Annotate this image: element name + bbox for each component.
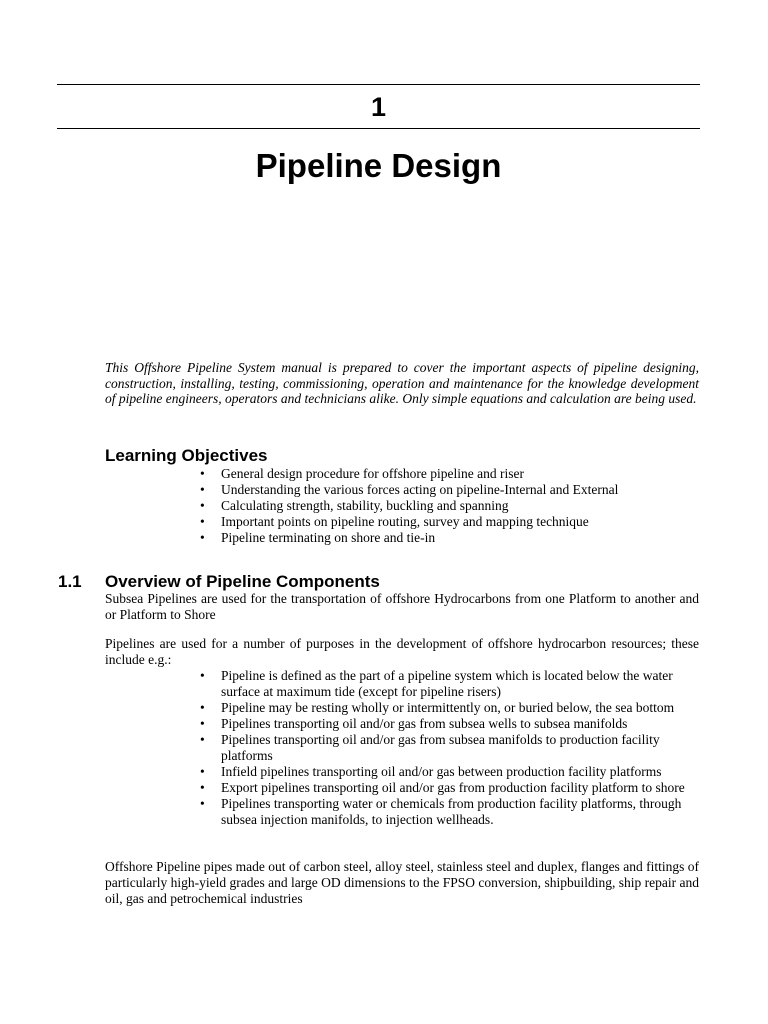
list-item: • Understanding the various forces acting on pipeline-Internal and External bbox=[198, 482, 703, 498]
list-item: • Pipeline terminating on shore and tie-in bbox=[198, 530, 703, 546]
pipeline-purposes-list bbox=[198, 668, 703, 828]
learning-objectives-heading: Learning Objectives bbox=[105, 446, 268, 465]
list-item: • Pipeline may be resting wholly or intermittently on, or buried below, the sea bottom bbox=[198, 700, 703, 716]
section-heading: Overview of Pipeline Components bbox=[105, 572, 380, 591]
chapter-top-rule bbox=[57, 84, 700, 85]
chapter-number: 1 bbox=[370, 92, 387, 122]
list-item: • Export pipelines transporting oil and/or gas from production facility platform to shore bbox=[198, 780, 703, 796]
list-item: • Important points on pipeline routing, survey and mapping technique bbox=[198, 514, 703, 530]
intro-paragraph: This Offshore Pipeline System manual is prepared to cover the important aspects of pipeline designing, construction, installing, testing, commissioning, operation and maintenance for the knowledge development of pipeline engineers, operators and technicians alike. Only simple equations and calculation are being used. bbox=[105, 360, 699, 406]
section-paragraph-1: Subsea Pipelines are used for the transportation of offshore Hydrocarbons from one Platform to another and or Platform to Shore bbox=[105, 591, 699, 622]
list-item: • Pipeline is defined as the part of a pipeline system which is located below the water surface at maximum tide (except for pipeline risers) bbox=[198, 668, 703, 700]
chapter-title: Pipeline Design bbox=[255, 147, 502, 184]
list-item: • Infield pipelines transporting oil and/or gas between production facility platforms bbox=[198, 764, 703, 780]
list-item: • General design procedure for offshore pipeline and riser bbox=[198, 466, 703, 482]
section-paragraph-3: Offshore Pipeline pipes made out of carbon steel, alloy steel, stainless steel and duplex, flanges and fittings of particularly high-yield grades and large OD dimensions to the FPSO conversion, shipbuilding, ship repair and oil, gas and petrochemical industries bbox=[105, 859, 699, 906]
list-item: • Pipelines transporting oil and/or gas from subsea manifolds to production facility platforms bbox=[198, 732, 703, 764]
chapter-bottom-rule bbox=[57, 128, 700, 129]
section-number: 1.1 bbox=[58, 572, 82, 591]
learning-objectives-list bbox=[198, 466, 703, 546]
list-item: • Pipelines transporting oil and/or gas from subsea wells to subsea manifolds bbox=[198, 716, 703, 732]
list-item: • Pipelines transporting water or chemicals from production facility platforms, through subsea injection manifolds, to injection wellheads. bbox=[198, 796, 703, 828]
section-paragraph-2: Pipelines are used for a number of purposes in the development of offshore hydrocarbon resources; these include e.g.: bbox=[105, 636, 699, 667]
list-item: • Calculating strength, stability, buckling and spanning bbox=[198, 498, 703, 514]
